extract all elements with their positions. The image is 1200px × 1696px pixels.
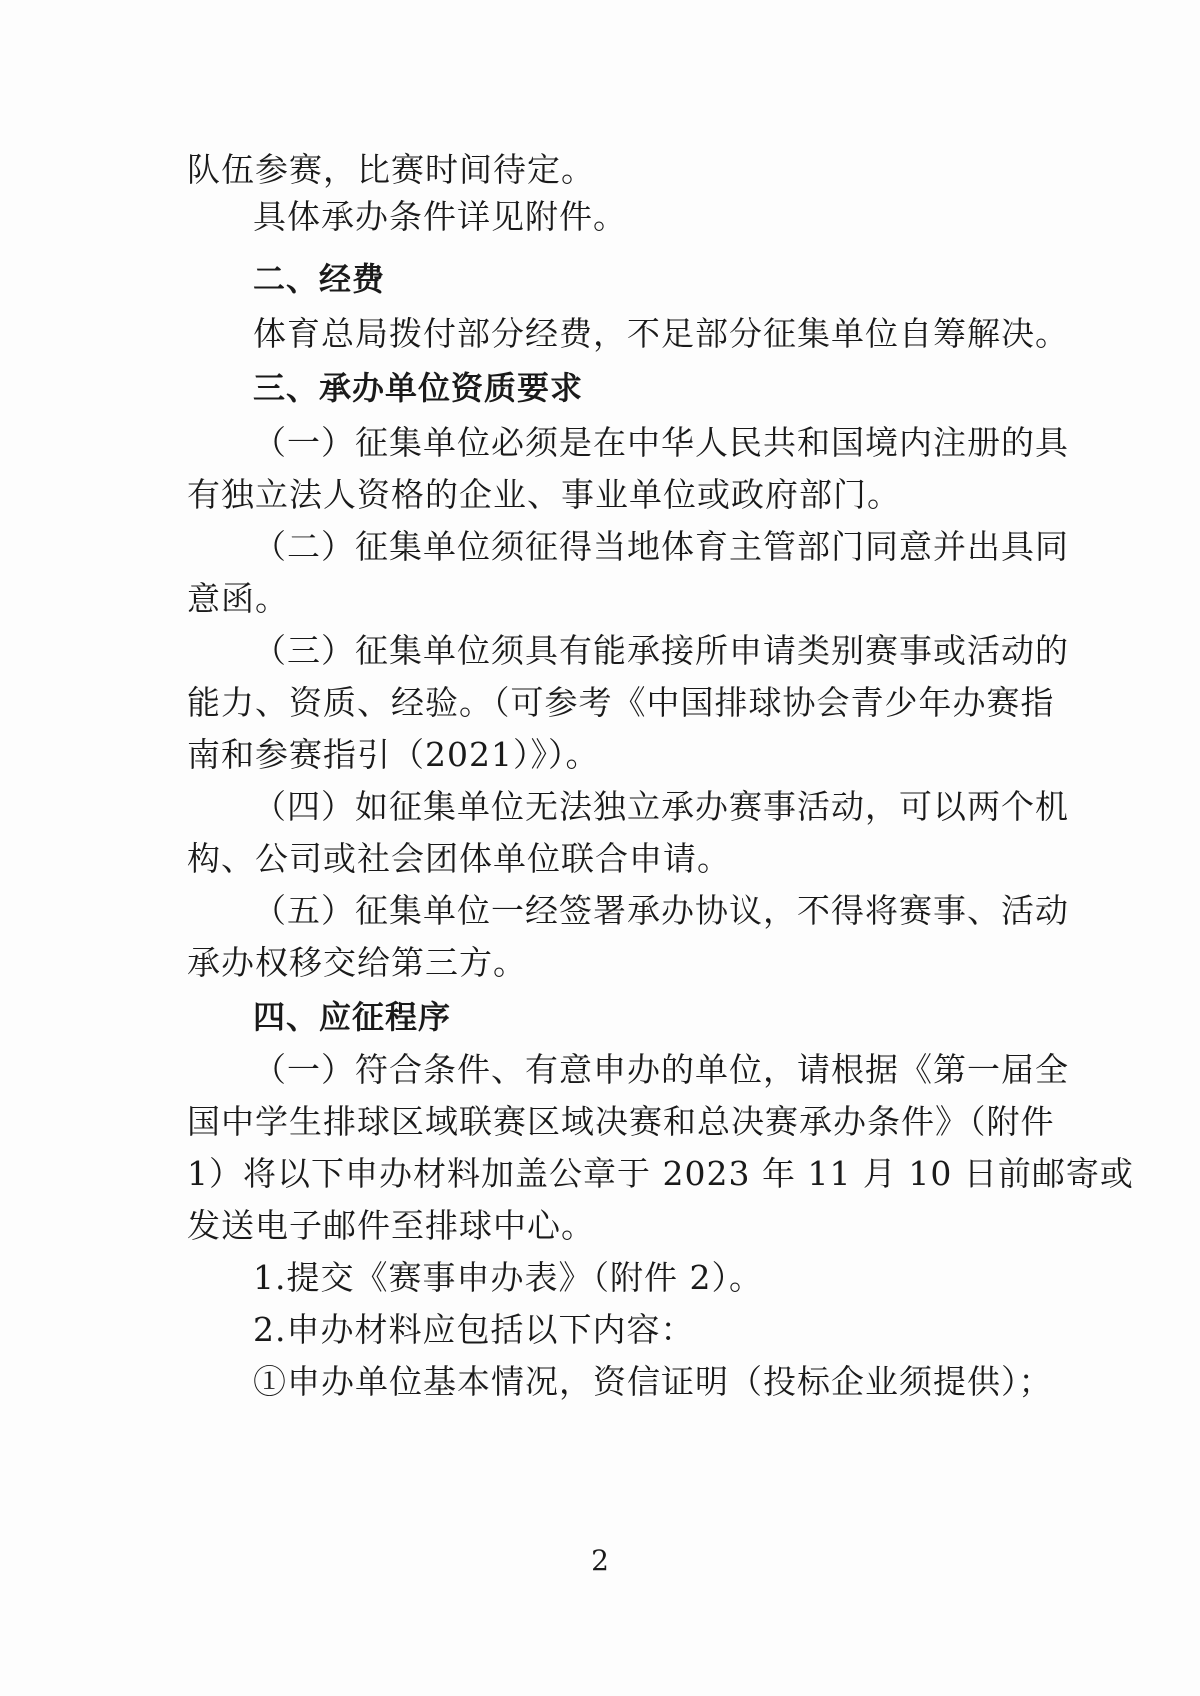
paragraph-line: 能力、资质、经验。（可参考《中国排球协会青少年办赛指 [187,683,1055,722]
paragraph-line: 承办权移交给第三方。 [187,943,527,982]
paragraph-line: （四）如征集单位无法独立承办赛事活动，可以两个机 [253,787,1069,826]
paragraph-line: 南和参赛指引（2021）》）。 [187,735,600,774]
paragraph-line: 1）将以下申办材料加盖公章于 2023 年 11 月 10 日前邮寄或 [187,1154,1134,1193]
list-item: 1.提交《赛事申办表》（附件 2）。 [253,1258,763,1297]
paragraph-line: （三）征集单位须具有能承接所申请类别赛事或活动的 [253,631,1069,670]
section-heading-qualifications: 三、承办单位资质要求 [253,369,584,407]
paragraph-line: （五）征集单位一经签署承办协议，不得将赛事、活动 [253,891,1069,930]
paragraph-line: （一）征集单位必须是在中华人民共和国境内注册的具 [253,423,1069,462]
paragraph-line: （一）符合条件、有意申办的单位，请根据《第一届全 [253,1050,1069,1089]
paragraph-line: （二）征集单位须征得当地体育主管部门同意并出具同 [253,527,1069,566]
paragraph-line: 发送电子邮件至排球中心。 [187,1206,595,1245]
section-heading-procedure: 四、应征程序 [253,998,452,1036]
paragraph-line: 体育总局拨付部分经费，不足部分征集单位自筹解决。 [253,314,1069,353]
paragraph-line: 有独立法人资格的企业、事业单位或政府部门。 [187,475,901,514]
list-item: 2.申办材料应包括以下内容： [253,1310,695,1349]
list-item: ①申办单位基本情况，资信证明（投标企业须提供）； [253,1362,1053,1401]
paragraph-line: 意函。 [187,579,289,618]
paragraph-line: 具体承办条件详见附件。 [253,197,627,236]
section-heading-funding: 二、经费 [253,260,386,298]
paragraph-line: 构、公司或社会团体单位联合申请。 [187,839,731,878]
paragraph-line: 国中学生排球区域联赛区域决赛和总决赛承办条件》（附件 [187,1102,1055,1141]
page-number: 2 [591,1544,609,1577]
paragraph-line: 队伍参赛，比赛时间待定。 [187,150,595,189]
